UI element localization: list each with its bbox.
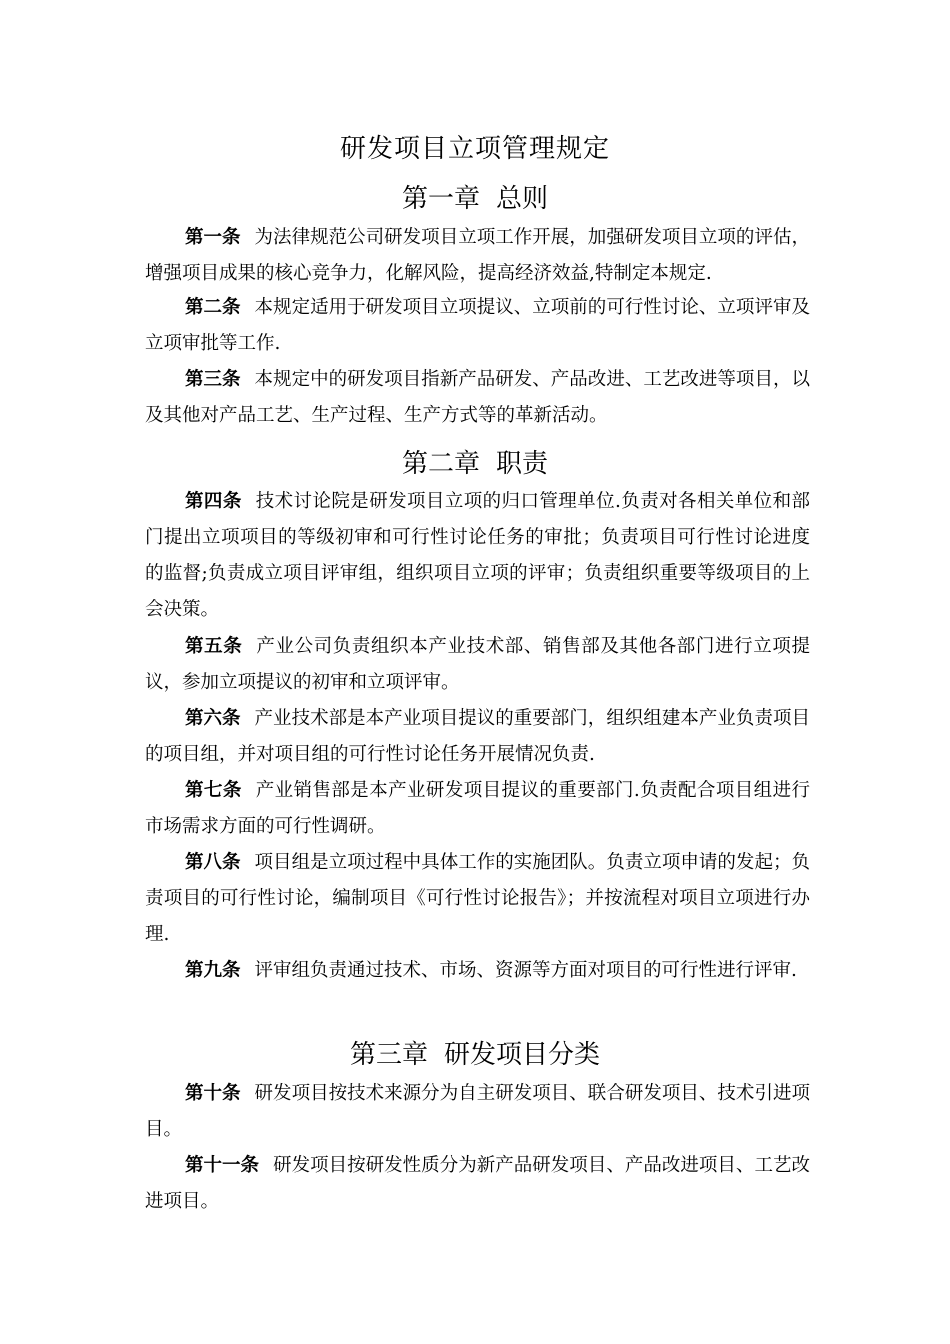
article-label: 第十条	[185, 1083, 241, 1104]
chapter-heading	[0, 181, 950, 217]
chapter-name: 研发项目分类	[444, 1040, 601, 1070]
article-text: 研发项目按技术来源分为自主研发项目、联合研发项目、技术引进项目。	[145, 1083, 810, 1140]
article-paragraph	[145, 1148, 810, 1220]
article-paragraph	[145, 220, 810, 292]
article-label: 第五条	[185, 636, 243, 657]
article-text: 本规定中的研发项目指新产品研发、产品改进、工艺改进等项目，以及其他对产品工艺、生产过程、生产方式等的革新活动。	[145, 369, 810, 426]
article-paragraph	[145, 362, 810, 434]
chapter-name: 职责	[496, 449, 549, 479]
article-paragraph	[145, 845, 810, 953]
document-title: 研发项目立项管理规定	[339, 134, 610, 164]
article-paragraph	[145, 484, 810, 628]
article-text: 研发项目按研发性质分为新产品研发项目、产品改进项目、工艺改进项目。	[145, 1155, 810, 1212]
article-text: 技术讨论院是研发项目立项的归口管理单位.负责对各相关单位和部门提出立项项目的等级初审和可行性讨论任务的审批；负责项目可行性讨论进度的监督;负责成立项目评审组，组织项目立项的评审；负责组织重要等级项目的上会决策。	[145, 491, 810, 620]
chapter-name: 总则	[496, 184, 549, 214]
article-label: 第七条	[185, 780, 242, 801]
article-paragraph	[145, 701, 810, 773]
article-text: 产业公司负责组织本产业技术部、销售部及其他各部门进行立项提议，参加立项提议的初审和立项评审。	[145, 636, 810, 693]
article-label: 第二条	[185, 297, 241, 318]
article-label: 第八条	[185, 852, 241, 873]
article-label: 第四条	[185, 491, 242, 512]
chapter-heading	[0, 446, 950, 482]
article-label: 第十一条	[185, 1155, 260, 1176]
article-paragraph	[145, 953, 810, 989]
article-label: 第九条	[185, 960, 241, 981]
article-text: 本规定适用于研发项目立项提议、立项前的可行性讨论、立项评审及立项审批等工作.	[145, 297, 810, 354]
article-label: 第一条	[185, 227, 241, 248]
article-paragraph	[145, 773, 810, 845]
article-label: 第三条	[185, 369, 241, 390]
article-label: 第六条	[185, 708, 241, 729]
chapter-label: 第一章	[401, 184, 480, 214]
chapter-label: 第三章	[349, 1040, 428, 1070]
chapter-heading	[0, 1037, 950, 1073]
article-text: 为法律规范公司研发项目立项工作开展，加强研发项目立项的评估，增强项目成果的核心竞争力，化解风险，提高经济效益,特制定本规定.	[145, 227, 810, 284]
article-text: 评审组负责通过技术、市场、资源等方面对项目的可行性进行评审.	[254, 960, 797, 981]
article-text: 产业销售部是本产业研发项目提议的重要部门.负责配合项目组进行市场需求方面的可行性调研。	[145, 780, 810, 837]
article-paragraph	[145, 290, 810, 362]
article-text: 项目组是立项过程中具体工作的实施团队。负责立项申请的发起；负责项目的可行性讨论，编制项目《可行性讨论报告》；并按流程对项目立项进行办理.	[145, 852, 810, 945]
article-paragraph	[145, 629, 810, 701]
article-text: 产业技术部是本产业项目提议的重要部门，组织组建本产业负责项目的项目组，并对项目组的可行性讨论任务开展情况负责.	[145, 708, 810, 765]
chapter-label: 第二章	[401, 449, 480, 479]
article-paragraph	[145, 1076, 810, 1148]
